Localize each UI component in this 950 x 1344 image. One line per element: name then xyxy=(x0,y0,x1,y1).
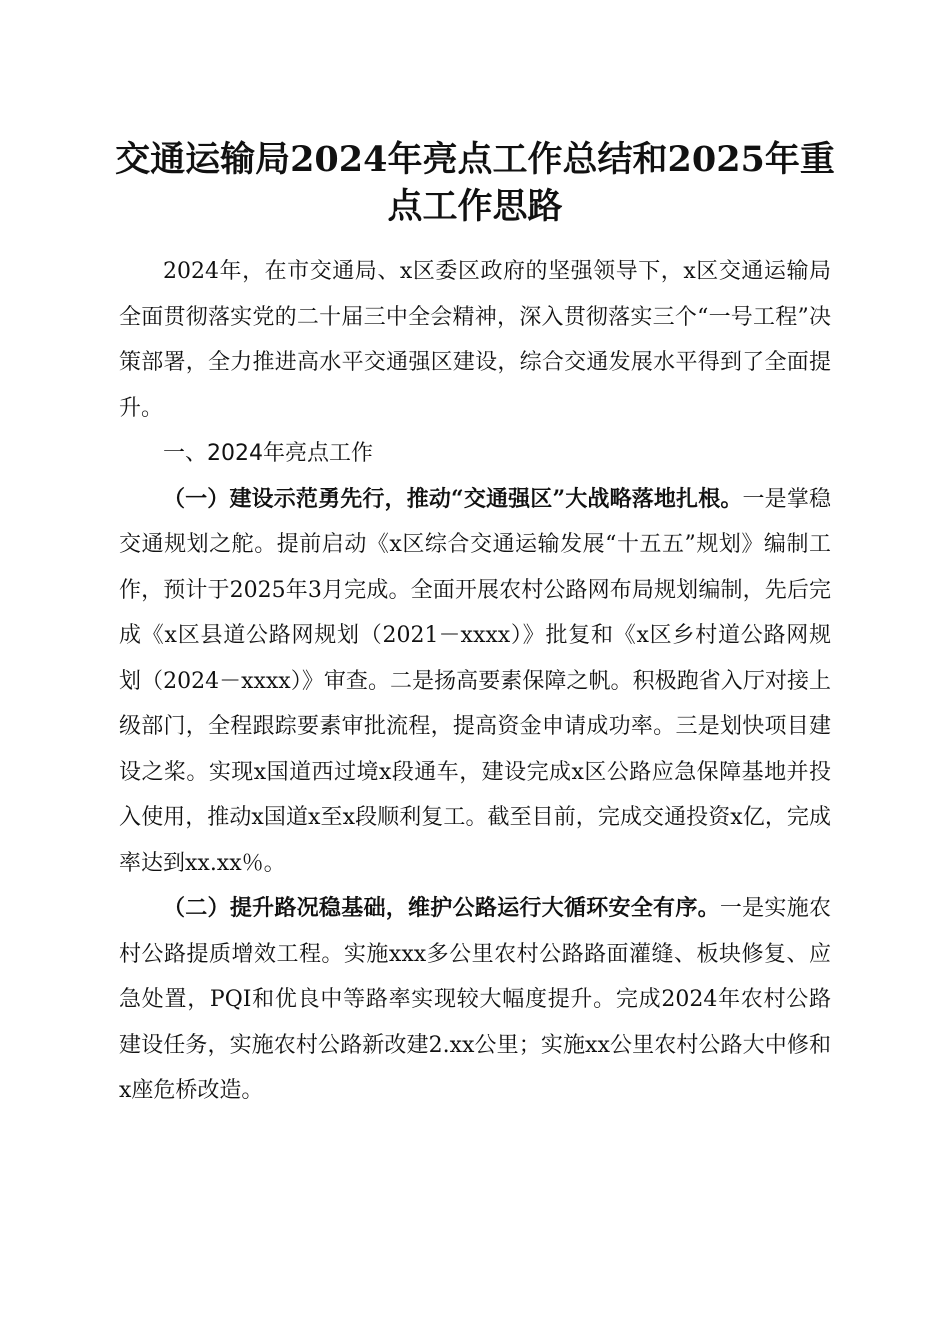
intro-paragraph: 2024年，在市交通局、x区委区政府的坚强领导下，x区交通运输局全面贯彻落实党的二十届三中全会精神，深入贯彻落实三个“一号工程”决策部署，全力推进高水平交通强区建设，综合交通发展水平得到了全面提升。 xyxy=(119,259,831,421)
item-two-body: 一是实施农村公路提质增效工程。实施xxx多公里农村公路路面灌缝、板块修复、应急处置，PQI和优良中等路率实现较大幅度提升。完成2024年农村公路建设任务，实施农村公路新改建2.xx公里；实施xx公里农村公路大中修和x座危桥改造。 xyxy=(119,896,831,1103)
item-one-body: 一是掌稳交通规划之舵。提前启动《x区综合交通运输发展“十五五”规划》编制工作，预计于2025年3月完成。全面开展农村公路网布局规划编制，先后完成《x区县道公路网规划（2021－xxxx）》批复和《x区乡村道公路网规划（2024－xxxx）》审查。二是扬高要素保障之帆。积极跑省入厅对接上级部门，全程跟踪要素审批流程，提高资金申请成功率。三是划快项目建设之桨。实现x国道西过境x段通车，建设完成x区公路应急保障基地并投入使用，推动x国道x至x段顺利复工。截至目前，完成交通投资x亿，完成率达到xx.xx％。 xyxy=(119,486,831,876)
item-one-lead: （一）建设示范勇先行，推动“交通强区”大战略落地扎根。 xyxy=(163,485,743,512)
item-two-paragraph xyxy=(119,886,831,1114)
document-title: 交通运输局2024年亮点工作总结和2025年重点工作思路 xyxy=(115,139,835,227)
item-two-lead: （二）提升路况稳基础，维护公路运行大循环安全有序。 xyxy=(163,895,720,921)
document-body xyxy=(119,249,831,1114)
item-one-paragraph xyxy=(119,477,831,887)
section-heading: 一、2024年亮点工作 xyxy=(163,441,373,466)
